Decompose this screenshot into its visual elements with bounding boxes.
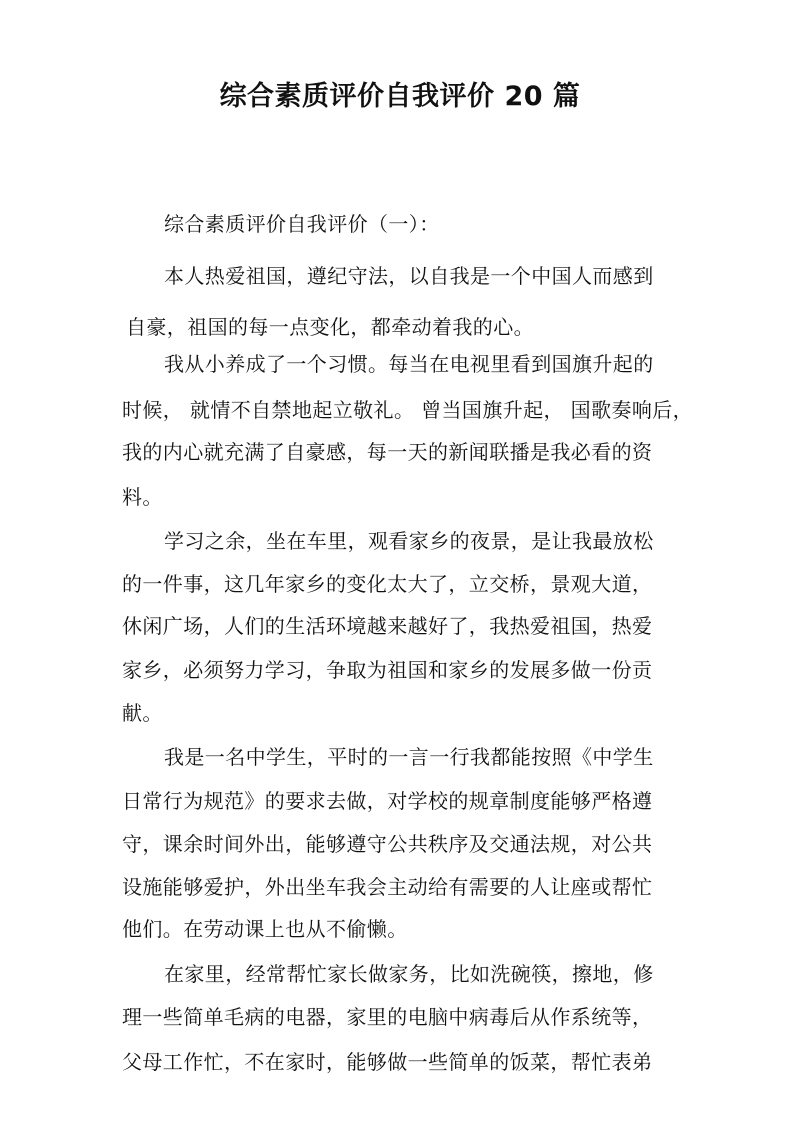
paragraph-line: 他们。在劳动课上也从不偷懒。 (122, 917, 408, 941)
paragraph-line: 守，课余时间外出，能够遵守公共秩序及交通法规，对公共 (122, 832, 653, 856)
paragraph-line: 设施能够爱护，外出坐车我会主动给有需要的人让座或帮忙 (122, 875, 653, 899)
paragraph-line: 休闲广场，人们的生活环境越来越好了，我热爱祖国，热爱 (122, 614, 653, 638)
section-heading: 综合素质评价自我评价（一）： (164, 212, 440, 236)
paragraph-line: 时候， 就情不自禁地起立敬礼。 曾当国旗升起， 国歌奏响后， (122, 398, 694, 422)
paragraph-line: 我是一名中学生，平时的一言一行我都能按照《中学生 (164, 745, 654, 769)
paragraph-line: 学习之余，坐在车里，观看家乡的夜景，是让我最放松 (164, 529, 654, 553)
paragraph-line: 父母工作忙，不在家时，能够做一些简单的饭菜，帮忙表弟 (122, 1050, 653, 1074)
paragraph-line: 日常行为规范》的要求去做，对学校的规章制度能够严格遵 (122, 789, 653, 813)
paragraph-line: 理一些简单毛病的电器，家里的电脑中病毒后从作系统等， (122, 1005, 653, 1029)
paragraph-line: 我的内心就充满了自豪感，每一天的新闻联播是我必看的资 (122, 440, 653, 464)
paragraph-line: 献。 (122, 701, 163, 725)
paragraph-line: 自豪，祖国的每一点变化，都牵动着我的心。 (126, 315, 534, 339)
paragraph-line: 家乡，必须努力学习，争取为祖国和家乡的发展多做一份贡 (122, 658, 653, 682)
paragraph-line: 料。 (122, 485, 163, 509)
paragraph-line: 在家里，经常帮忙家长做家务，比如洗碗筷，擦地，修 (164, 962, 654, 986)
paragraph-line: 的一件事，这几年家乡的变化太大了，立交桥，景观大道， (122, 572, 653, 596)
paragraph-line: 我从小养成了一个习惯。每当在电视里看到国旗升起的 (164, 352, 654, 376)
paragraph-line: 本人热爱祖国，遵纪守法，以自我是一个中国人而感到 (164, 264, 654, 288)
document-title: 综合素质评价自我评价 20 篇 (219, 81, 581, 112)
